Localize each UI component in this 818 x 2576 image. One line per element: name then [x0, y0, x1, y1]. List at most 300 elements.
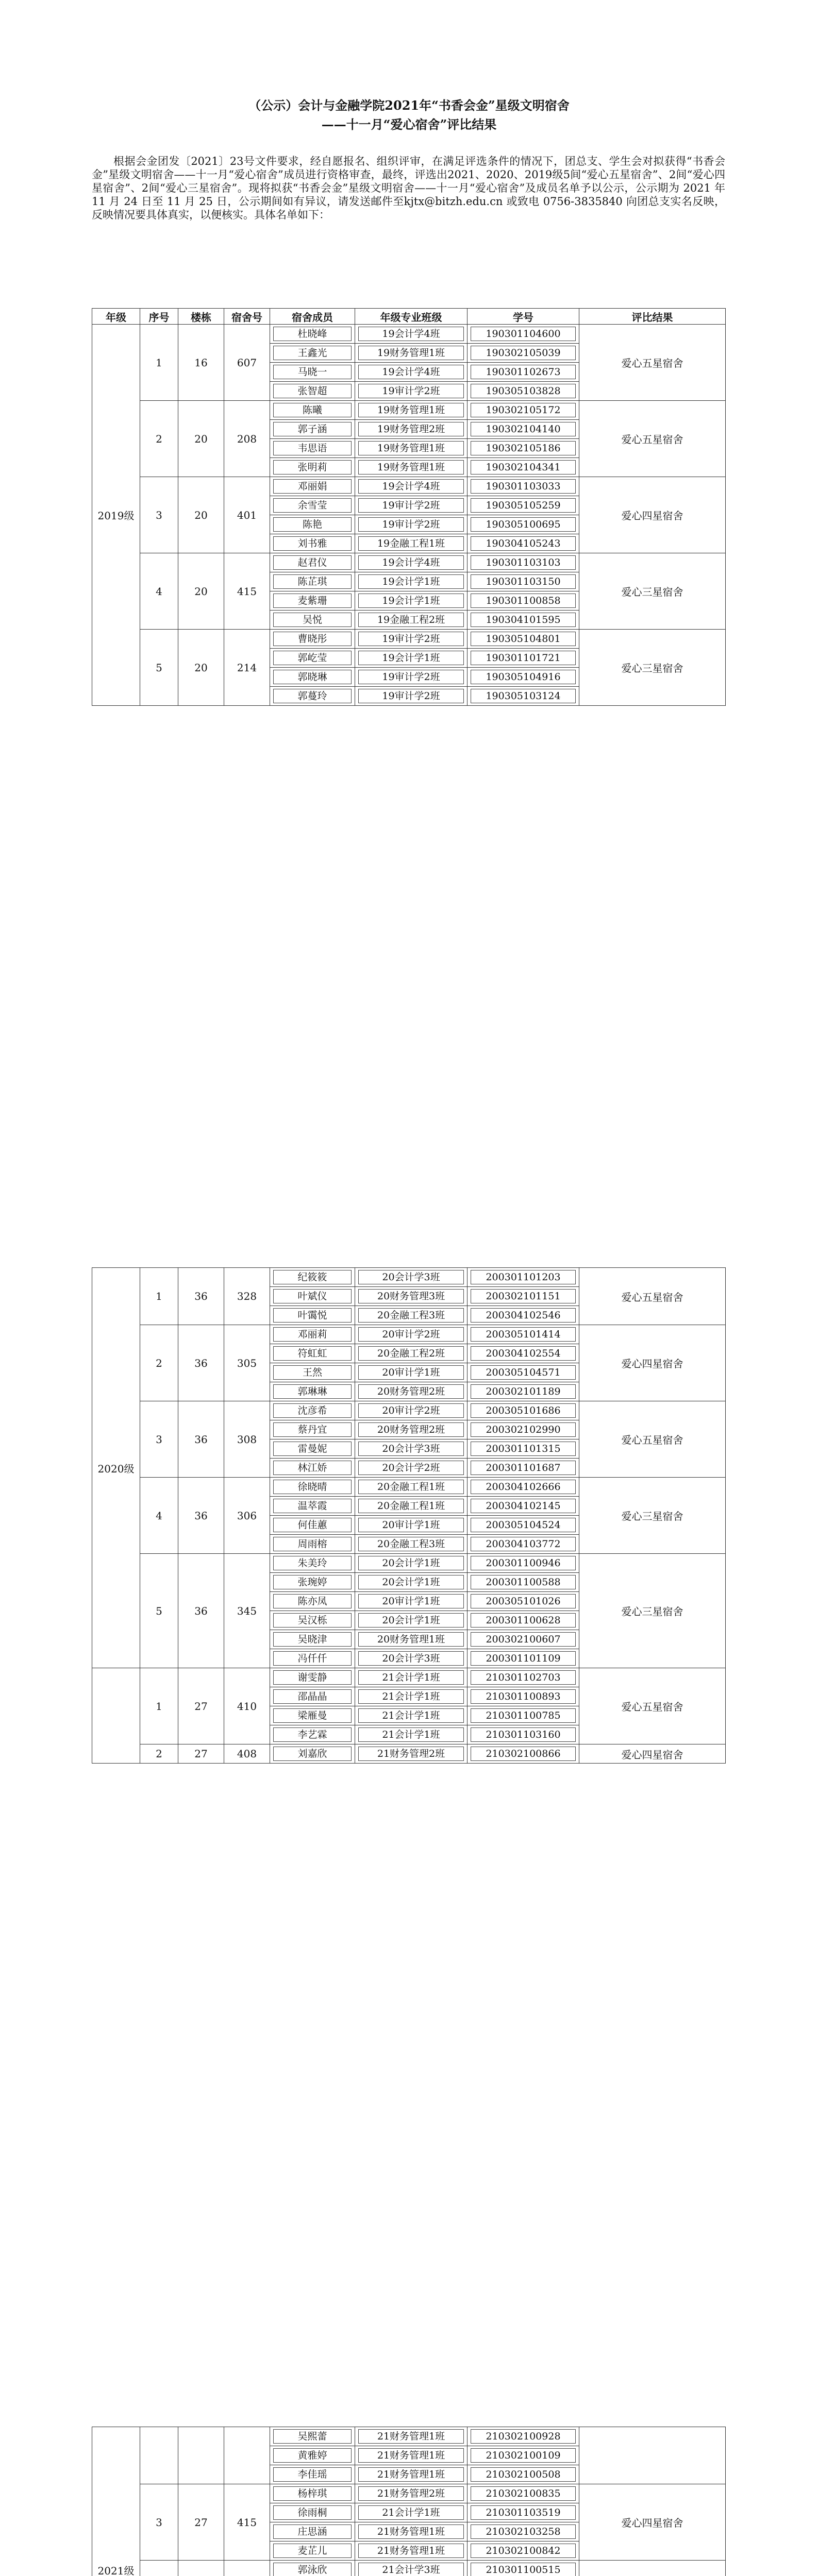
dorm-number-cell: [140, 2561, 178, 2576]
member-name-cell: [270, 1459, 355, 1478]
student-id-cell-text: 200301100628: [471, 1613, 576, 1628]
class-cell-text: 20会计学3班: [358, 1442, 464, 1456]
building-cell: 16: [178, 325, 224, 401]
room-cell: 415: [224, 553, 270, 630]
table-row: [92, 1325, 726, 1344]
dorm-number-cell: 4: [140, 1478, 178, 1554]
building-cell: 36: [178, 1554, 224, 1668]
class-cell-text: 20金融工程2班: [358, 1346, 464, 1361]
class-cell-text: 20会计学2班: [358, 1461, 464, 1475]
student-id-cell-text: 200302101189: [471, 1384, 576, 1399]
member-name-cell: [270, 1554, 355, 1573]
student-id-cell-text: 210302100928: [471, 2429, 576, 2444]
class-cell: [355, 1344, 468, 1363]
class-cell-text: 19财务管理1班: [358, 346, 464, 360]
member-name-cell-text: 雷曼妮: [273, 1442, 352, 1456]
table-row: [92, 2561, 726, 2576]
student-id-cell-text: 200301100588: [471, 1575, 576, 1589]
member-name-cell: [270, 1287, 355, 1306]
result-cell: 爱心五星宿舍: [579, 1668, 726, 1744]
class-cell-text: 19审计学2班: [358, 689, 464, 703]
student-id-cell-text: 200301101203: [471, 1270, 576, 1284]
class-cell-text: 19会计学1班: [358, 594, 464, 608]
student-id-cell-text: 190305105259: [471, 498, 576, 513]
dorm-number-cell: 3: [140, 2484, 178, 2561]
class-cell-text: 19审计学2班: [358, 384, 464, 398]
result-cell: 爱心四星宿舍: [579, 477, 726, 553]
document-title-line2: ——十一月“爱心宿舍”评比结果: [321, 117, 497, 132]
member-name-cell-text: 叶斌仪: [273, 1289, 352, 1303]
class-cell: [355, 611, 468, 630]
student-id-cell: [468, 668, 579, 687]
class-cell: [355, 553, 468, 572]
class-cell: [355, 2465, 468, 2484]
member-name-cell: [270, 1420, 355, 1439]
room-cell: 408: [224, 1744, 270, 1764]
class-cell: [355, 1420, 468, 1439]
student-id-cell-text: 190301103103: [471, 555, 576, 570]
building-cell: 20: [178, 401, 224, 477]
member-name-cell: [270, 591, 355, 611]
class-cell-text: 19财务管理1班: [358, 403, 464, 417]
member-name-cell-text: 蔡丹宜: [273, 1422, 352, 1437]
class-cell: [355, 668, 468, 687]
class-cell: [355, 1306, 468, 1325]
building-cell: 20: [178, 630, 224, 706]
student-id-cell-text: 200305101026: [471, 1594, 576, 1608]
class-cell-text: 19会计学1班: [358, 651, 464, 665]
student-id-cell-text: 200302102990: [471, 1422, 576, 1437]
member-name-cell: [270, 2503, 355, 2522]
member-name-cell: [270, 496, 355, 515]
result-cell: [579, 2427, 726, 2484]
class-cell-text: 20会计学3班: [358, 1270, 464, 1284]
column-header: 年级专业班级: [355, 309, 468, 325]
room-cell: 345: [224, 1554, 270, 1668]
class-cell: [355, 2522, 468, 2541]
member-name-cell: [270, 687, 355, 706]
student-id-cell-text: 200301101687: [471, 1461, 576, 1475]
member-name-cell: [270, 1630, 355, 1649]
result-cell: 爱心五星宿舍: [579, 1268, 726, 1325]
building-cell: [178, 2561, 224, 2576]
class-cell: [355, 1687, 468, 1706]
student-id-cell-text: 190301103033: [471, 479, 576, 494]
class-cell-text: 19财务管理2班: [358, 422, 464, 436]
member-name-cell-text: 曹晓彤: [273, 632, 352, 646]
student-id-cell: [468, 534, 579, 553]
class-cell: [355, 572, 468, 591]
student-id-cell: [468, 439, 579, 458]
class-cell-text: 21财务管理1班: [358, 2429, 464, 2444]
student-id-cell: [468, 1535, 579, 1554]
result-cell: 爱心三星宿舍: [579, 1554, 726, 1668]
member-name-cell-text: 何佳蕙: [273, 1518, 352, 1532]
dorm-number-cell: 1: [140, 1268, 178, 1325]
result-cell: 爱心五星宿舍: [579, 325, 726, 401]
result-cell: [579, 2561, 726, 2576]
class-cell-text: 21会计学1班: [358, 1727, 464, 1742]
member-name-cell-text: 李佳瑶: [273, 2467, 352, 2482]
room-cell: 214: [224, 630, 270, 706]
class-cell-text: 21财务管理2班: [358, 2486, 464, 2501]
class-cell-text: 19会计学4班: [358, 479, 464, 494]
class-cell: [355, 1535, 468, 1554]
class-cell: [355, 2484, 468, 2503]
class-cell-text: 21会计学1班: [358, 1670, 464, 1685]
member-name-cell: [270, 1649, 355, 1668]
member-name-cell: [270, 1535, 355, 1554]
member-name-cell-text: 周雨榕: [273, 1537, 352, 1551]
member-name-cell: [270, 439, 355, 458]
class-cell-text: 21财务管理2班: [358, 1747, 464, 1761]
student-id-cell: [468, 496, 579, 515]
member-name-cell-text: 张智超: [273, 384, 352, 398]
class-cell-text: 21会计学1班: [358, 2505, 464, 2520]
building-cell: 20: [178, 553, 224, 630]
student-id-cell: [468, 1401, 579, 1420]
member-name-cell-text: 吴熙蕾: [273, 2429, 352, 2444]
member-name-cell-text: 赵君仪: [273, 555, 352, 570]
student-id-cell: [468, 1325, 579, 1344]
member-name-cell-text: 林江娇: [273, 1461, 352, 1475]
header-row: [92, 309, 726, 325]
intro-text: 根据会金团发〔2021〕23号文件要求，经自愿报名、组织评审，在满足评选条件的情况下，团总支、学生会对拟获得“书香会金”星级文明宿舍——十一月“爱心宿舍”成员进行资格审查，最终，评选出2021、2020、2019级5间“爱心五星宿舍”、2间“爱心四星宿舍”、2间“爱心三星宿舍”。现将拟获“书香会金”星级文明宿舍——十一月“爱心宿舍”及成员名单予以公示，公示期为 2021 年 11 月 24 日至 11 月 25 日，公示期间如有异议，请发送邮件至kjtx@bitzh.edu.cn 或致电 0756-3835840 向团总支实名反映，反映情况要具体真实，以便核实。具体名单如下：: [92, 155, 725, 221]
member-name-cell-text: 李艺霖: [273, 1727, 352, 1742]
building-cell: 20: [178, 477, 224, 553]
student-id-cell-text: 190304101595: [471, 613, 576, 627]
table-row: [92, 1744, 726, 1764]
student-id-cell: [468, 382, 579, 401]
member-name-cell-text: 符虹虹: [273, 1346, 352, 1361]
student-id-cell-text: 210301102703: [471, 1670, 576, 1685]
student-id-cell-text: 200302101151: [471, 1289, 576, 1303]
member-name-cell: [270, 325, 355, 344]
student-id-cell-text: 210301100785: [471, 1708, 576, 1723]
member-name-cell: [270, 1306, 355, 1325]
member-name-cell: [270, 1592, 355, 1611]
student-id-cell: [468, 2503, 579, 2522]
member-name-cell: [270, 668, 355, 687]
table-row: [92, 1554, 726, 1573]
member-name-cell-text: 余雪莹: [273, 498, 352, 513]
student-id-cell-text: 190301103150: [471, 574, 576, 589]
table-row: [92, 401, 726, 420]
member-name-cell-text: 郭泳欣: [273, 2563, 352, 2576]
grade-cell: 2019级: [92, 325, 140, 706]
member-name-cell-text: 庄思涵: [273, 2524, 352, 2539]
student-id-cell-text: 190302105172: [471, 403, 576, 417]
table-row: [92, 1268, 726, 1287]
class-cell: [355, 1573, 468, 1592]
student-id-cell: [468, 420, 579, 439]
dorm-number-cell: 1: [140, 1668, 178, 1744]
class-cell-text: 20金融工程1班: [358, 1499, 464, 1513]
member-name-cell: [270, 2446, 355, 2465]
dorm-number-cell: 4: [140, 553, 178, 630]
class-cell-text: 19会计学4班: [358, 555, 464, 570]
member-name-cell: [270, 1516, 355, 1535]
class-cell-text: 19金融工程1班: [358, 536, 464, 551]
member-name-cell: [270, 1344, 355, 1363]
table-row: [92, 477, 726, 496]
member-name-cell: [270, 2541, 355, 2561]
member-name-cell-text: 黄雅婷: [273, 2448, 352, 2463]
student-id-cell-text: 200301101109: [471, 1651, 576, 1666]
class-cell-text: 20财务管理3班: [358, 1289, 464, 1303]
building-cell: 36: [178, 1401, 224, 1478]
class-cell-text: 20会计学3班: [358, 1651, 464, 1666]
student-id-cell: [468, 1287, 579, 1306]
class-cell-text: 21财务管理1班: [358, 2467, 464, 2482]
member-name-cell-text: 徐晓晴: [273, 1480, 352, 1494]
member-name-cell-text: 王然: [273, 1365, 352, 1380]
class-cell: [355, 1363, 468, 1382]
dorm-number-cell: 5: [140, 630, 178, 706]
student-id-cell: [468, 1592, 579, 1611]
result-cell: 爱心四星宿舍: [579, 1744, 726, 1764]
member-name-cell: [270, 458, 355, 477]
class-cell-text: 20金融工程1班: [358, 1480, 464, 1494]
member-name-cell-text: 徐雨桐: [273, 2505, 352, 2520]
member-name-cell-text: 叶霭悦: [273, 1308, 352, 1323]
class-cell-text: 21会计学1班: [358, 1689, 464, 1704]
member-name-cell-text: 陈曦: [273, 403, 352, 417]
class-cell: [355, 325, 468, 344]
class-cell-text: 20金融工程3班: [358, 1308, 464, 1323]
member-name-cell: [270, 1706, 355, 1725]
student-id-cell: [468, 1516, 579, 1535]
student-id-cell: [468, 1744, 579, 1764]
student-id-cell-text: 200304102666: [471, 1480, 576, 1494]
class-cell-text: 20审计学1班: [358, 1518, 464, 1532]
student-id-cell: [468, 1668, 579, 1687]
building-cell: 27: [178, 2484, 224, 2561]
class-cell-text: 20会计学1班: [358, 1613, 464, 1628]
building-cell: 27: [178, 1744, 224, 1764]
student-id-cell: [468, 2541, 579, 2561]
member-name-cell: [270, 1363, 355, 1382]
student-id-cell: [468, 401, 579, 420]
student-id-cell: [468, 1630, 579, 1649]
student-id-cell: [468, 2484, 579, 2503]
room-cell: 401: [224, 477, 270, 553]
class-cell-text: 20审计学1班: [358, 1365, 464, 1380]
student-id-cell-text: 210301103160: [471, 1727, 576, 1742]
table-row: [92, 1668, 726, 1687]
member-name-cell-text: 纪筱筱: [273, 1270, 352, 1284]
room-cell: 328: [224, 1268, 270, 1325]
member-name-cell: [270, 1401, 355, 1420]
class-cell: [355, 1401, 468, 1420]
member-name-cell-text: 吴悦: [273, 613, 352, 627]
class-cell-text: 20财务管理1班: [358, 1632, 464, 1647]
member-name-cell: [270, 382, 355, 401]
student-id-cell-text: 190305104801: [471, 632, 576, 646]
class-cell-text: 19财务管理1班: [358, 441, 464, 455]
student-id-cell: [468, 458, 579, 477]
student-id-cell-text: 200304102145: [471, 1499, 576, 1513]
student-id-cell-text: 200305101414: [471, 1327, 576, 1342]
result-cell: 爱心三星宿舍: [579, 1478, 726, 1554]
member-name-cell-text: 韦思语: [273, 441, 352, 455]
member-name-cell: [270, 420, 355, 439]
class-cell: [355, 1706, 468, 1725]
dorm-number-cell: [140, 2427, 178, 2484]
result-cell: 爱心五星宿舍: [579, 1401, 726, 1478]
result-cell: 爱心三星宿舍: [579, 630, 726, 706]
student-id-cell: [468, 515, 579, 534]
student-id-cell: [468, 325, 579, 344]
student-id-cell: [468, 1649, 579, 1668]
class-cell: [355, 2541, 468, 2561]
student-id-cell: [468, 477, 579, 496]
table-row: [92, 2427, 726, 2446]
dorm-number-cell: 3: [140, 477, 178, 553]
student-id-cell: [468, 1439, 579, 1459]
student-id-cell-text: 200302100607: [471, 1632, 576, 1647]
class-cell-text: 20会计学1班: [358, 1556, 464, 1570]
member-name-cell: [270, 1497, 355, 1516]
student-id-cell-text: 200301100946: [471, 1556, 576, 1570]
member-name-cell-text: 邓丽莉: [273, 1327, 352, 1342]
class-cell: [355, 1325, 468, 1344]
document-title-line1: （公示）会计与金融学院2021年“书香会金”星级文明宿舍: [248, 98, 570, 113]
student-id-cell-text: 190301101721: [471, 651, 576, 665]
class-cell: [355, 1649, 468, 1668]
class-cell: [355, 496, 468, 515]
member-name-cell: [270, 1687, 355, 1706]
class-cell-text: 19审计学2班: [358, 498, 464, 513]
class-cell: [355, 1725, 468, 1744]
dorm-number-cell: 1: [140, 325, 178, 401]
member-name-cell: [270, 1382, 355, 1401]
student-id-cell-text: 210302103258: [471, 2524, 576, 2539]
student-id-cell: [468, 687, 579, 706]
class-cell-text: 19审计学2班: [358, 632, 464, 646]
class-cell: [355, 534, 468, 553]
result-cell: 爱心四星宿舍: [579, 2484, 726, 2561]
student-id-cell: [468, 1687, 579, 1706]
class-cell: [355, 1268, 468, 1287]
class-cell: [355, 687, 468, 706]
class-cell-text: 20会计学1班: [358, 1575, 464, 1589]
class-cell: [355, 1630, 468, 1649]
student-id-cell-text: 210301100515: [471, 2563, 576, 2576]
member-name-cell-text: 杨梓琪: [273, 2486, 352, 2501]
room-cell: 306: [224, 1478, 270, 1554]
class-cell: [355, 401, 468, 420]
member-name-cell-text: 温萃霞: [273, 1499, 352, 1513]
member-name-cell-text: 张明莉: [273, 460, 352, 474]
student-id-cell-text: 190301100858: [471, 594, 576, 608]
student-id-cell: [468, 572, 579, 591]
room-cell: 415: [224, 2484, 270, 2561]
student-id-cell: [468, 1268, 579, 1287]
member-name-cell-text: 刘嘉欣: [273, 1747, 352, 1761]
class-cell: [355, 649, 468, 668]
class-cell: [355, 439, 468, 458]
student-id-cell: [468, 1306, 579, 1325]
class-cell-text: 21会计学1班: [358, 1708, 464, 1723]
student-id-cell-text: 190302105039: [471, 346, 576, 360]
member-name-cell-text: 麦紫珊: [273, 594, 352, 608]
student-id-cell-text: 210302100508: [471, 2467, 576, 2482]
member-name-cell-text: 陈芷琪: [273, 574, 352, 589]
class-cell: [355, 477, 468, 496]
class-cell: [355, 1439, 468, 1459]
student-id-cell-text: 210302100842: [471, 2544, 576, 2558]
student-id-cell: [468, 1497, 579, 1516]
member-name-cell: [270, 1611, 355, 1630]
member-name-cell-text: 邵晶晶: [273, 1689, 352, 1704]
member-name-cell-text: 马晓一: [273, 365, 352, 379]
student-id-cell-text: 210301100893: [471, 1689, 576, 1704]
student-id-cell-text: 190305103828: [471, 384, 576, 398]
member-name-cell-text: 沈彦希: [273, 1403, 352, 1418]
class-cell: [355, 420, 468, 439]
class-cell-text: 19审计学2班: [358, 517, 464, 532]
member-name-cell-text: 梁雁曼: [273, 1708, 352, 1723]
table-row: [92, 1401, 726, 1420]
member-name-cell: [270, 1725, 355, 1744]
class-cell-text: 20审计学1班: [358, 1594, 464, 1608]
student-id-cell-text: 190304105243: [471, 536, 576, 551]
member-name-cell-text: 吴晓津: [273, 1632, 352, 1647]
class-cell-text: 19财务管理1班: [358, 460, 464, 474]
class-cell: [355, 1382, 468, 1401]
student-id-cell-text: 210301103519: [471, 2505, 576, 2520]
class-cell: [355, 1744, 468, 1764]
member-name-cell-text: 郭晓琳: [273, 670, 352, 684]
member-name-cell: [270, 2465, 355, 2484]
student-id-cell-text: 190302104140: [471, 422, 576, 436]
class-cell: [355, 363, 468, 382]
building-cell: 36: [178, 1268, 224, 1325]
column-header: 评比结果: [579, 309, 726, 325]
member-name-cell-text: 邓丽娟: [273, 479, 352, 494]
student-id-cell: [468, 1363, 579, 1382]
student-id-cell: [468, 344, 579, 363]
member-name-cell-text: 王鑫光: [273, 346, 352, 360]
student-id-cell: [468, 1554, 579, 1573]
class-cell: [355, 1554, 468, 1573]
class-cell-text: 21财务管理1班: [358, 2544, 464, 2558]
member-name-cell: [270, 477, 355, 496]
table-row: [92, 553, 726, 572]
student-id-cell-text: 190302104341: [471, 460, 576, 474]
student-id-cell: [468, 1706, 579, 1725]
member-name-cell: [270, 649, 355, 668]
class-cell-text: 20财务管理2班: [358, 1422, 464, 1437]
member-name-cell-text: 麦芷儿: [273, 2544, 352, 2558]
student-id-cell: [468, 649, 579, 668]
student-id-cell: [468, 591, 579, 611]
member-name-cell: [270, 515, 355, 534]
member-name-cell: [270, 2522, 355, 2541]
student-id-cell: [468, 1478, 579, 1497]
building-cell: [178, 2427, 224, 2484]
student-id-cell: [468, 2561, 579, 2576]
member-name-cell: [270, 553, 355, 572]
student-id-cell: [468, 630, 579, 649]
member-name-cell: [270, 1668, 355, 1687]
student-id-cell-text: 210302100109: [471, 2448, 576, 2463]
table-row: [92, 2484, 726, 2503]
student-id-cell-text: 190305100695: [471, 517, 576, 532]
student-id-cell-text: 190301104600: [471, 327, 576, 341]
member-name-cell-text: 张琬婷: [273, 1575, 352, 1589]
